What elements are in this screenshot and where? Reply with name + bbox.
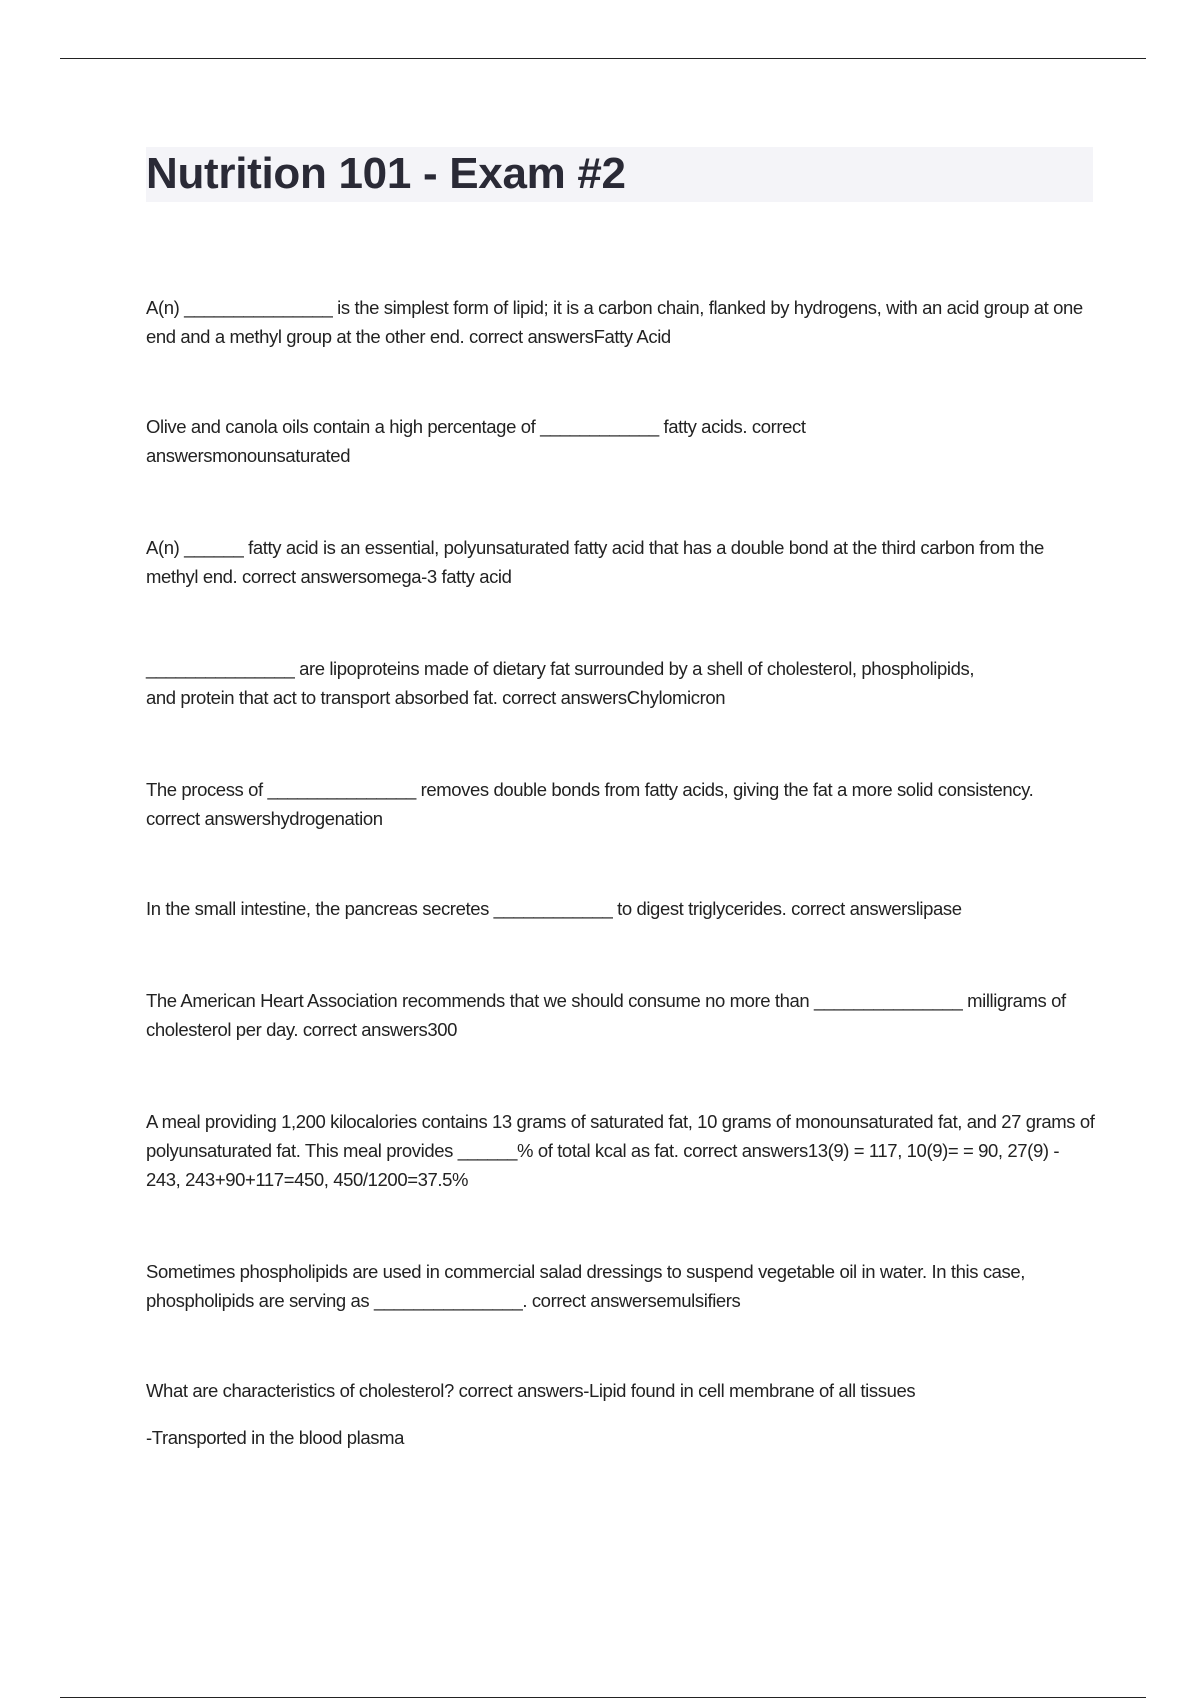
question-8: A meal providing 1,200 kilocalories contains 13 grams of saturated fat, 10 grams of monounsaturated fat, and 27 grams of polyunsaturated fat. This meal provides ______% of total kcal as fat. correct answers13(9) = 117, 10(9)= = 90, 27(9) - 243, 243+90+117=450, 450/1200=37.5% <box>146 1111 1095 1190</box>
question-1: A(n) _______________ is the simplest form of lipid; it is a carbon chain, flanked by hydrogens, with an acid group at one end and a methyl group at the other end. correct answersFatty Acid <box>146 297 1083 347</box>
bottom-rule <box>60 1697 1146 1698</box>
question-4: _______________ are lipoproteins made of dietary fat surrounded by a shell of cholesterol, phospholipids, and protein that act to transport absorbed fat. correct answersChylomicron <box>146 658 975 708</box>
question-5: The process of _______________ removes double bonds from fatty acids, giving the fat a more solid consistency. correct answershydrogenation <box>146 779 1034 829</box>
page-title: Nutrition 101 - Exam #2 <box>146 149 626 198</box>
question-9: Sometimes phospholipids are used in commercial salad dressings to suspend vegetable oil in water. In this case, phospholipids are serving as _______________. correct answersemulsifiers <box>146 1261 1026 1311</box>
question-2: Olive and canola oils contain a high percentage of ____________ fatty acids. correct answersmonounsaturated <box>146 416 806 466</box>
question-10-extra: -Transported in the blood plasma <box>146 1427 404 1448</box>
question-6: In the small intestine, the pancreas secretes ____________ to digest triglycerides. correct answerslipase <box>146 898 962 919</box>
question-10: What are characteristics of cholesterol? correct answers-Lipid found in cell membrane of all tissues <box>146 1380 916 1401</box>
title-banner <box>146 147 1093 202</box>
question-3: A(n) ______ fatty acid is an essential, polyunsaturated fatty acid that has a double bond at the third carbon from the methyl end. correct answersomega-3 fatty acid <box>146 537 1044 587</box>
question-7: The American Heart Association recommends that we should consume no more than _______________ milligrams of cholesterol per day. correct answers300 <box>146 990 1066 1040</box>
top-rule <box>60 58 1146 59</box>
